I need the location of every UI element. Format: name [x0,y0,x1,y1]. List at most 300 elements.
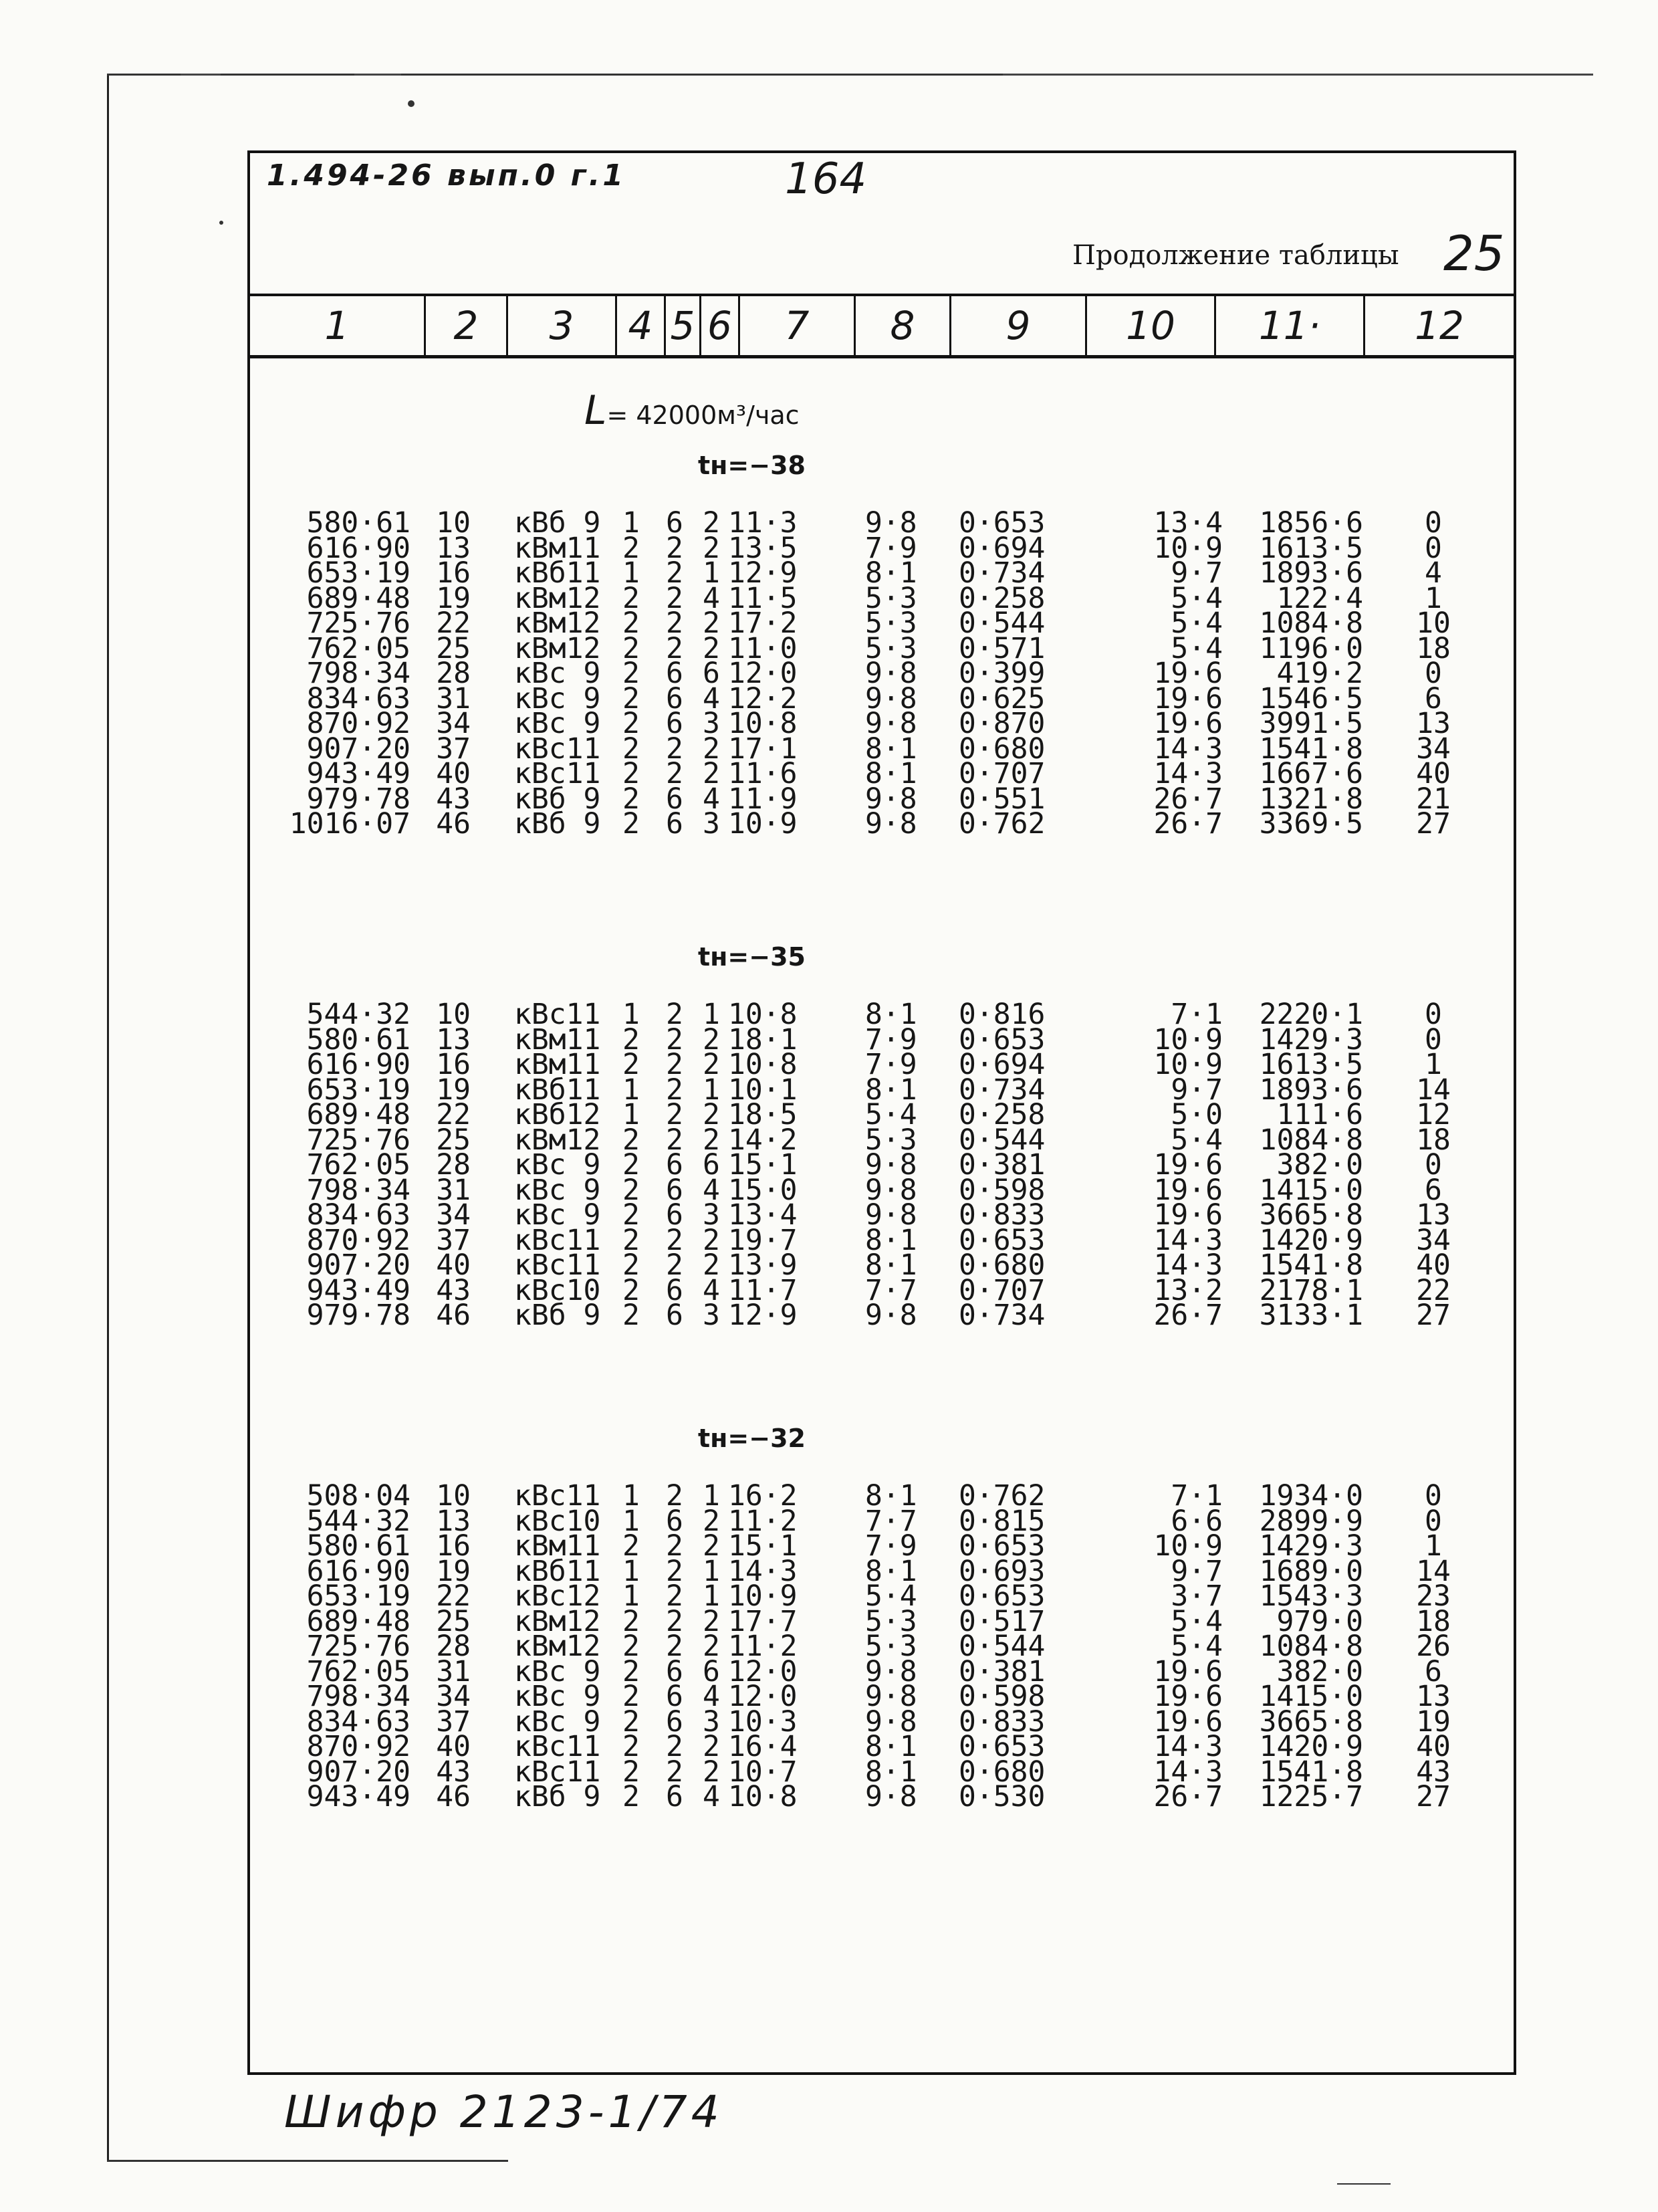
table-cell: 10·3 [728,1704,798,1739]
table-cell: 19·6 [1153,657,1223,690]
table-cell: 26 [1416,1630,1451,1663]
column-header: 5 [666,296,701,355]
table-cell: 14·3 [1153,1248,1223,1282]
table-cell: 0·680 [959,1755,1046,1789]
table-cell: 1 [622,1579,640,1613]
table-cell: 9·8 [865,1299,917,1332]
table-cell: 616·90 [306,1048,410,1081]
table-cell: 19·6 [1153,1654,1223,1688]
table-cell: 3665·8 [1259,1198,1363,1232]
table-cell: 12·0 [728,657,798,690]
table-cell: кВб 9 [514,1299,601,1332]
table-cell: 689·48 [306,581,410,615]
table-cell: 2 [666,1098,683,1131]
table-cell: 1196·0 [1259,631,1363,665]
table-cell: 10·9 [728,1579,798,1613]
table-cell: 1541·8 [1259,1755,1363,1789]
table-cell: 6 [1425,1173,1442,1207]
table-cell: 5·4 [865,1579,917,1613]
table-cell: 2 [622,1654,640,1688]
table-cell: 943·49 [306,757,410,790]
table-cell: 10·9 [1153,531,1223,565]
table-cell: 9·7 [1171,1554,1223,1588]
table-cell: 979·78 [306,782,410,816]
table-cell: 3·7 [1171,1579,1223,1613]
table-cell: 2220·1 [1259,998,1363,1031]
table-cell: 6 [1425,1654,1442,1688]
table-sheet [247,150,1516,2075]
table-cell: 6 [666,657,683,690]
table-cell: 1 [622,998,640,1031]
table-cell: 0·517 [959,1604,1046,1638]
table-cell: 6 [666,1680,683,1713]
table-cell: 1613·5 [1259,1048,1363,1081]
table-cell: 9·8 [865,807,917,841]
table-cell: кВм11 [514,1048,601,1081]
table-cell: 0·653 [959,1579,1046,1613]
table-cell: 2 [703,631,720,665]
table-cell: 2 [666,531,683,565]
table-cell: 0·734 [959,556,1046,590]
table-cell: 40 [436,1730,471,1763]
table-cell: 31 [436,1654,471,1688]
table-cell: 382·0 [1276,1148,1363,1182]
table-cell: 10·9 [1153,1048,1223,1081]
table-cell: 10·8 [728,1048,798,1081]
table-cell: 8·1 [865,1755,917,1789]
table-cell: 1667·6 [1259,757,1363,790]
table-cell: 2 [622,732,640,766]
table-cell: 13 [436,1504,471,1538]
table-cell: 798·34 [306,1680,410,1713]
footer-cipher: Шифр 2123-1/74 [284,2086,723,2138]
table-cell: 2 [666,998,683,1031]
table-cell: 4 [703,1273,720,1307]
table-cell: 762·05 [306,1148,410,1182]
table-cell: 40 [1416,1248,1451,1282]
table-cell: 10 [436,1479,471,1513]
table-cell: 1 [622,1479,640,1513]
table-cell: 1016·07 [289,807,410,841]
table-cell: 2899·9 [1259,1504,1363,1538]
table-cell: 40 [1416,1730,1451,1763]
table-cell: 6 [666,1504,683,1538]
table-cell: 2 [666,1604,683,1638]
table-cell: 6 [666,681,683,715]
table-cell: 122·4 [1276,581,1363,615]
table-cell: 5·3 [865,581,917,615]
table-cell: 0·680 [959,732,1046,766]
table-cell: 0·762 [959,807,1046,841]
table-cell: 2 [666,1022,683,1057]
table-cell: 0·653 [959,1730,1046,1763]
table-cell: 15·1 [728,1148,798,1182]
table-cell: 0·870 [959,707,1046,740]
table-cell: 0·551 [959,782,1046,816]
table-cell: 0 [1425,506,1442,540]
table-cell: 4 [703,1173,720,1207]
table-cell: 5·4 [1171,1630,1223,1663]
table-cell: 6 [666,1173,683,1207]
table-cell: 762·05 [306,631,410,665]
table-cell: 14·3 [1153,1730,1223,1763]
table-cell: 2 [622,1148,640,1182]
table-cell: кВб12 [514,1098,601,1131]
table-cell: 34 [1416,732,1451,766]
table-cell: 870·92 [306,707,410,740]
table-cell: 0·381 [959,1148,1046,1182]
table-cell: 2 [622,807,640,841]
table-cell: 1893·6 [1259,1073,1363,1107]
table-cell: 2 [703,757,720,790]
table-cell: 6 [666,782,683,816]
table-cell: 27 [1416,807,1451,841]
table-cell: 2 [703,1022,720,1057]
table-cell: 508·04 [306,1479,410,1513]
table-cell: 0·598 [959,1680,1046,1713]
table-cell: 798·34 [306,1173,410,1207]
table-cell: 19·6 [1153,681,1223,715]
table-cell: 3369·5 [1259,807,1363,841]
table-cell: кВм11 [514,531,601,565]
table-cell: 18 [1416,1123,1451,1157]
table-cell: 1934·0 [1259,1479,1363,1513]
table-cell: 19 [436,581,471,615]
table-cell: 6 [666,1299,683,1332]
table-cell: 2 [703,732,720,766]
table-cell: 0 [1425,657,1442,690]
table-cell: 8·1 [865,998,917,1031]
table-cell: 14·3 [1153,732,1223,766]
table-cell: 2 [666,631,683,665]
table-cell: 1 [703,1554,720,1588]
table-cell: 943·49 [306,1273,410,1307]
table-cell: 653·19 [306,1579,410,1613]
table-cell: 14 [1416,1554,1451,1588]
table-cell: 0·734 [959,1073,1046,1107]
table-cell: 979·0 [1276,1604,1363,1638]
table-cell: 0·694 [959,1048,1046,1081]
table-cell: кВс 9 [514,1173,601,1207]
table-cell: 3991·5 [1259,707,1363,740]
table-cell: 2 [622,1299,640,1332]
table-cell: 2 [703,1630,720,1663]
table-cell: 9·8 [865,1198,917,1232]
table-cell: 1 [1425,1048,1442,1081]
table-cell: 7·1 [1171,998,1223,1031]
table-cell: кВб 9 [514,506,601,540]
table-cell: 544·32 [306,998,410,1031]
table-cell: 8·1 [865,1479,917,1513]
table-cell: 11·2 [728,1504,798,1538]
table-cell: кВс11 [514,1223,601,1257]
table-cell: 1 [703,1073,720,1107]
table-cell: 31 [436,1173,471,1207]
table-cell: 1415·0 [1259,1680,1363,1713]
table-cell: 1 [622,506,640,540]
table-cell: кВс 9 [514,1654,601,1688]
table-cell: 14·3 [1153,757,1223,790]
table-cell: 979·78 [306,1299,410,1332]
table-cell: 21 [1416,782,1451,816]
table-cell: 111·6 [1276,1098,1363,1131]
table-cell: 11·0 [728,631,798,665]
column-header: 11· [1216,296,1365,355]
table-cell: кВс11 [514,1479,601,1513]
table-cell: 14·3 [728,1554,798,1588]
table-cell: 14·3 [1153,1223,1223,1257]
document-code: 1.494-26 вып.0 г.1 [267,158,626,193]
table-cell: кВс 9 [514,1704,601,1739]
table-cell: 0·694 [959,531,1046,565]
table-cell: 1 [1425,581,1442,615]
table-cell: 0·833 [959,1198,1046,1232]
table-cell: 19 [1416,1704,1451,1739]
table-cell: 10·1 [728,1073,798,1107]
table-cell: 43 [1416,1755,1451,1789]
table-cell: 18 [1416,1604,1451,1638]
table-cell: 0·653 [959,506,1046,540]
table-cell: 13 [436,1022,471,1057]
table-cell: кВс 9 [514,707,601,740]
table-cell: 7·7 [865,1273,917,1307]
table-cell: 0·598 [959,1173,1046,1207]
table-cell: кВс11 [514,732,601,766]
table-cell: 6 [703,1148,720,1182]
table-cell: 6 [666,1148,683,1182]
section-title: tн=−38 [698,451,806,480]
table-cell: 13·9 [728,1248,798,1282]
table-cell: 11·2 [728,1630,798,1663]
table-cell: 870·92 [306,1730,410,1763]
table-cell: 0 [1425,531,1442,565]
table-cell: 0·833 [959,1704,1046,1739]
table-cell: 5·4 [1171,606,1223,640]
table-cell: 2 [666,1554,683,1588]
table-cell: 26·7 [1153,1780,1223,1813]
table-cell: 2 [622,631,640,665]
table-cell: 1420·9 [1259,1223,1363,1257]
table-cell: 26·7 [1153,807,1223,841]
table-cell: 1321·8 [1259,782,1363,816]
table-cell: 5·4 [1171,1604,1223,1638]
column-header: 9 [951,296,1087,355]
table-cell: 7·7 [865,1504,917,1538]
table-cell: 7·1 [1171,1479,1223,1513]
table-cell: 27 [1416,1299,1451,1332]
table-cell: 7·9 [865,531,917,565]
table-cell: 1429·3 [1259,1022,1363,1057]
frame-dash [221,74,354,76]
table-cell: 2 [622,782,640,816]
table-cell: 18 [1416,631,1451,665]
table-cell: 46 [436,807,471,841]
table-cell: 0·680 [959,1248,1046,1282]
table-cell: 3133·1 [1259,1299,1363,1332]
table-cell: 10·7 [728,1755,798,1789]
table-cell: 1 [622,556,640,590]
table-cell: 0·653 [959,1529,1046,1563]
table-row [250,1300,1514,1331]
table-cell: 0·815 [959,1504,1046,1538]
table-cell: кВм12 [514,631,601,665]
column-header: 6 [701,296,740,355]
table-cell: 3 [703,1299,720,1332]
table-cell: 653·19 [306,1073,410,1107]
table-cell: 5·3 [865,1630,917,1663]
frame-dash [107,74,181,76]
table-cell: 2 [703,1504,720,1538]
table-cell: 9·8 [865,1780,917,1813]
table-cell: 2 [666,581,683,615]
table-cell: 616·90 [306,1554,410,1588]
table-cell: 12·9 [728,1299,798,1332]
table-cell: 4 [1425,556,1442,590]
table-cell: 2 [703,506,720,540]
table-cell: 16·2 [728,1479,798,1513]
section-title: tн=−32 [698,1424,806,1453]
table-cell: 3 [703,1198,720,1232]
table-cell: 6·6 [1171,1504,1223,1538]
table-cell: 907·20 [306,732,410,766]
table-cell: 0·625 [959,681,1046,715]
column-header: 7 [740,296,856,355]
table-cell: 689·48 [306,1604,410,1638]
table-cell: 1543·3 [1259,1579,1363,1613]
table-cell: 1 [1425,1529,1442,1563]
table-cell: 834·63 [306,681,410,715]
table-cell: 17·1 [728,732,798,766]
table-cell: 2 [666,1630,683,1663]
table-cell: 13·2 [1153,1273,1223,1307]
table-cell: 1856·6 [1259,506,1363,540]
table-cell: кВм12 [514,1604,601,1638]
table-cell: 13·4 [728,1198,798,1232]
table-cell: 1225·7 [1259,1780,1363,1813]
table-cell: 0·734 [959,1299,1046,1332]
table-cell: 19 [436,1073,471,1107]
table-cell: 725·76 [306,1123,410,1157]
table-cell: 2 [666,606,683,640]
table-cell: 46 [436,1299,471,1332]
table-cell: 8·1 [865,1073,917,1107]
table-cell: 0·530 [959,1780,1046,1813]
table-cell: 4 [703,581,720,615]
table-cell: 2 [666,1048,683,1081]
table-cell: 2 [703,1048,720,1081]
table-cell: 27 [1416,1780,1451,1813]
table-cell: 9·8 [865,1173,917,1207]
table-cell: 6 [703,657,720,690]
table-cell: 8·1 [865,1223,917,1257]
table-cell: 0·707 [959,1273,1046,1307]
table-cell: 2 [703,531,720,565]
section-title: tн=−35 [698,942,806,972]
table-cell: кВб11 [514,1554,601,1588]
table-cell: 8·1 [865,556,917,590]
table-cell: 0·381 [959,1654,1046,1688]
table-cell: 2 [622,1248,640,1282]
table-cell: 580·61 [306,506,410,540]
table-cell: 907·20 [306,1755,410,1789]
table-cell: 10 [1416,606,1451,640]
table-cell: 2178·1 [1259,1273,1363,1307]
table-cell: 1893·6 [1259,556,1363,590]
table-cell: 9·8 [865,506,917,540]
table-cell: 5·3 [865,1604,917,1638]
airflow-symbol: L [584,387,607,434]
table-cell: 3665·8 [1259,1704,1363,1739]
table-cell: 19·6 [1153,1680,1223,1713]
table-cell: 10·8 [728,998,798,1031]
table-cell: 6 [703,1654,720,1688]
table-cell: 2 [622,1223,640,1257]
table-cell: 0·653 [959,1022,1046,1057]
table-cell: 943·49 [306,1780,410,1813]
table-cell: 19·6 [1153,1148,1223,1182]
table-cell: 11·5 [728,581,798,615]
table-cell: 5·4 [1171,581,1223,615]
table-cell: 5·4 [1171,1123,1223,1157]
table-cell: 6 [1425,681,1442,715]
table-cell: 0·258 [959,1098,1046,1131]
table-cell: 18·1 [728,1022,798,1057]
table-cell: 2 [622,757,640,790]
table-cell: 2 [622,681,640,715]
table-cell: 37 [436,1704,471,1739]
table-cell: 13·4 [1153,506,1223,540]
table-cell: 2 [703,1755,720,1789]
table-cell: 37 [436,1223,471,1257]
table-cell: кВм12 [514,1123,601,1157]
table-cell: 2 [666,1755,683,1789]
table-cell: 1 [622,1554,640,1588]
table-cell: кВс11 [514,1755,601,1789]
table-cell: 2 [666,1223,683,1257]
table-cell: 0·544 [959,1123,1046,1157]
table-cell: кВм11 [514,1529,601,1563]
table-cell: 9·8 [865,1680,917,1713]
table-cell: кВм12 [514,1630,601,1663]
table-cell: 12·9 [728,556,798,590]
table-cell: 9·7 [1171,1073,1223,1107]
table-cell: 2 [666,1073,683,1107]
table-cell: 2 [703,1248,720,1282]
table-cell: 1546·5 [1259,681,1363,715]
table-cell: 9·8 [865,782,917,816]
table-cell: 798·34 [306,657,410,690]
table-cell: 2 [666,1248,683,1282]
table-cell: 43 [436,1273,471,1307]
table-cell: 13 [436,531,471,565]
table-cell: 8·1 [865,1730,917,1763]
table-cell: 616·90 [306,531,410,565]
table-cell: 15·0 [728,1173,798,1207]
table-cell: 2 [703,1730,720,1763]
table-cell: 43 [436,1755,471,1789]
table-cell: кВс 9 [514,681,601,715]
table-cell: кВб 9 [514,1780,601,1813]
table-cell: 2 [622,1529,640,1563]
table-row [250,808,1514,840]
table-cell: 34 [436,1680,471,1713]
table-cell: кВс10 [514,1273,601,1307]
table-cell: 870·92 [306,1223,410,1257]
table-cell: кВс 9 [514,657,601,690]
table-cell: 40 [1416,757,1451,790]
table-cell: 10 [436,998,471,1031]
table-cell: 5·3 [865,606,917,640]
